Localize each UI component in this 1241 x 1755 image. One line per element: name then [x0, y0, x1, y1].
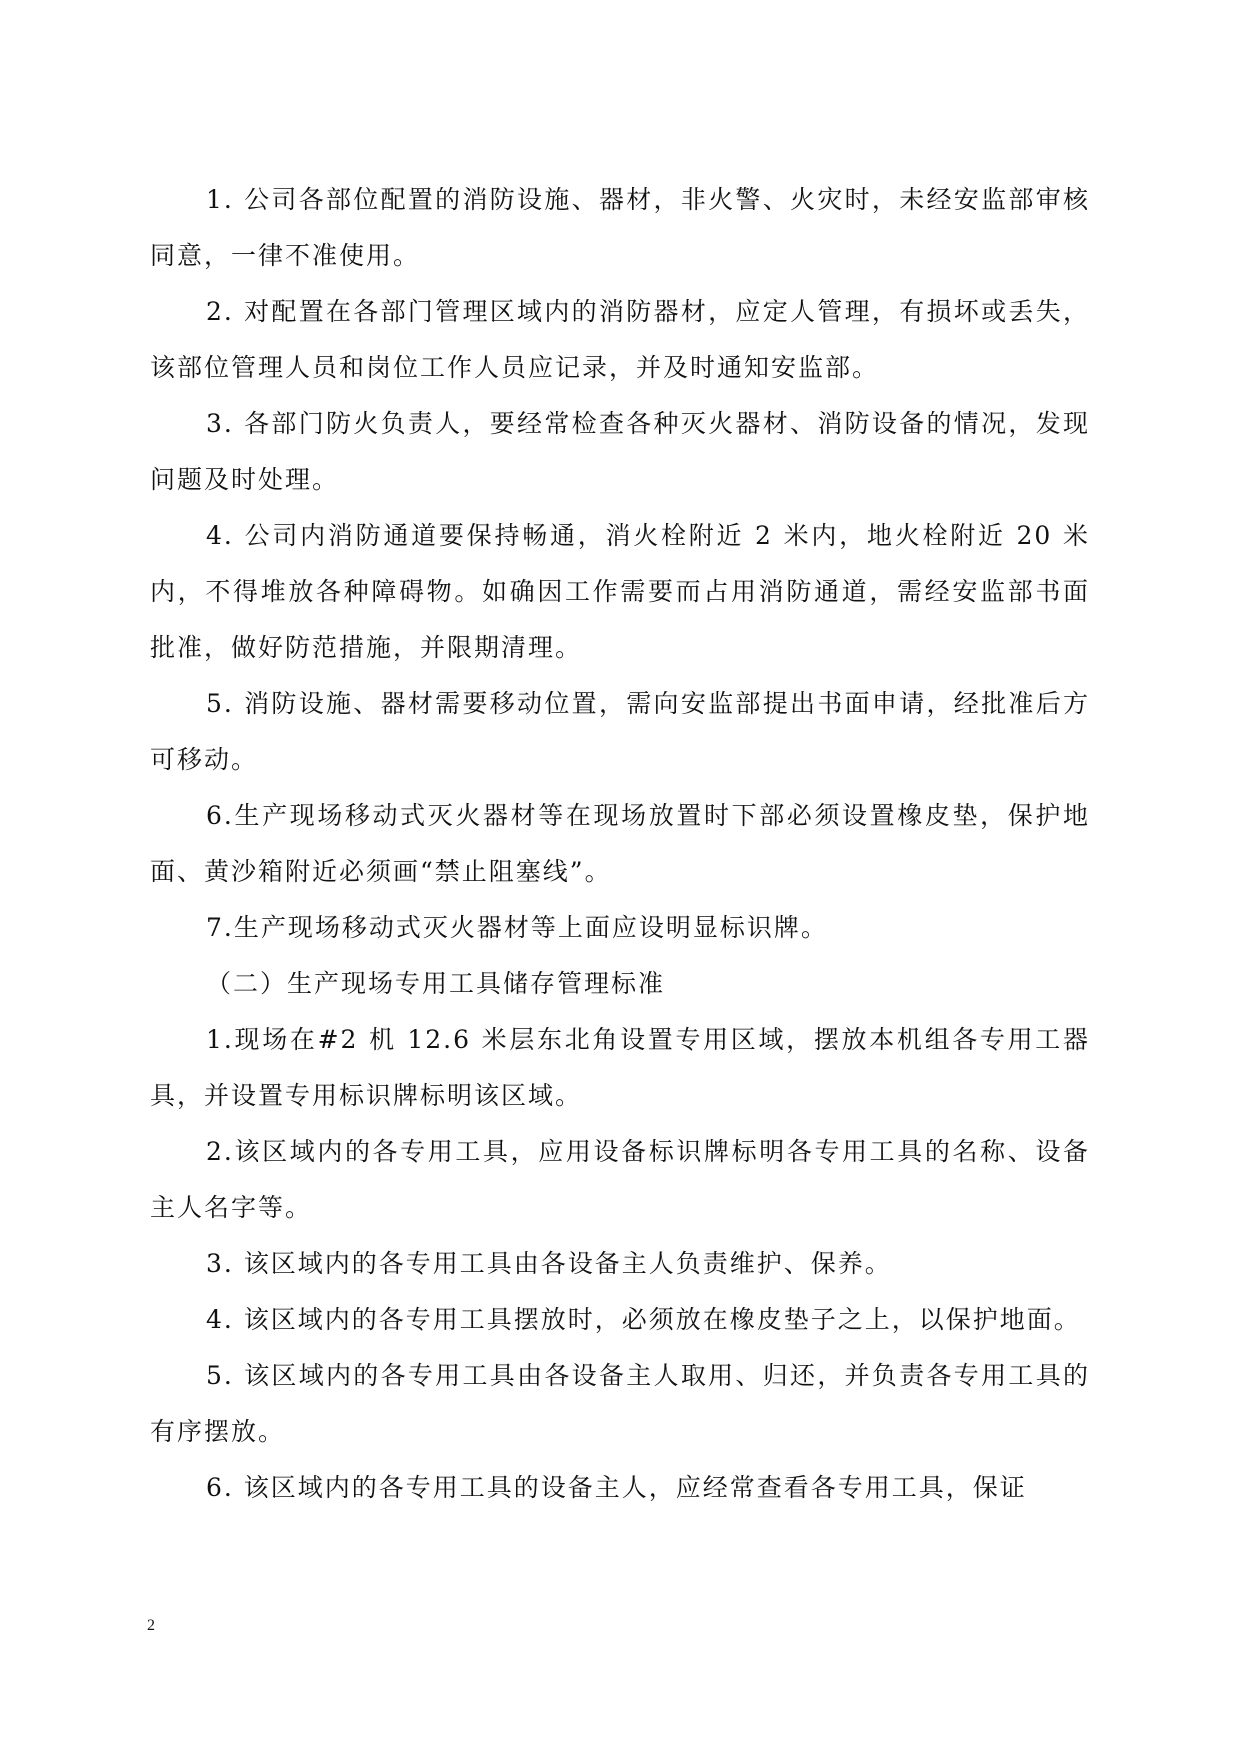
paragraph-fire-equipment-5: 5. 消防设施、器材需要移动位置，需向安监部提出书面申请，经批准后方可移动。	[150, 689, 1090, 774]
paragraph-fire-equipment-7: 7.生产现场移动式灭火器材等上面应设明显标识牌。	[206, 913, 828, 942]
paragraph-special-tools-5: 5. 该区域内的各专用工具由各设备主人取用、归还，并负责各专用工具的有序摆放。	[150, 1361, 1090, 1446]
paragraph-special-tools-1: 1.现场在#2 机 12.6 米层东北角设置专用区域，摆放本机组各专用工器具，并设置专用标识牌标明该区域。	[150, 1025, 1090, 1110]
paragraph-fire-equipment-1: 1. 公司各部位配置的消防设施、器材，非火警、火灾时，未经安监部审核同意，一律不准使用。	[150, 185, 1090, 270]
document-body	[150, 172, 1090, 1516]
paragraph-special-tools-4: 4. 该区域内的各专用工具摆放时，必须放在橡皮垫子之上，以保护地面。	[206, 1305, 1081, 1334]
section-heading-special-tools: （二）生产现场专用工具储存管理标准	[206, 969, 666, 998]
paragraph-special-tools-2: 2.该区域内的各专用工具，应用设备标识牌标明各专用工具的名称、设备主人名字等。	[150, 1137, 1090, 1222]
paragraph-special-tools-6: 6. 该区域内的各专用工具的设备主人，应经常查看各专用工具，保证	[206, 1473, 1027, 1502]
paragraph-special-tools-3: 3. 该区域内的各专用工具由各设备主人负责维护、保养。	[206, 1249, 892, 1278]
paragraph-fire-equipment-2: 2. 对配置在各部门管理区域内的消防器材，应定人管理，有损坏或丢失，该部位管理人员和岗位工作人员应记录，并及时通知安监部。	[150, 297, 1090, 382]
page-number: 2	[147, 1617, 155, 1634]
paragraph-fire-equipment-6: 6.生产现场移动式灭火器材等在现场放置时下部必须设置橡皮垫，保护地面、黄沙箱附近必须画“禁止阻塞线”。	[150, 801, 1090, 886]
paragraph-fire-equipment-4: 4. 公司内消防通道要保持畅通，消火栓附近 2 米内，地火栓附近 20 米内，不得堆放各种障碍物。如确因工作需要而占用消防通道，需经安监部书面批准，做好防范措施，并限期清理。	[150, 521, 1090, 662]
paragraph-fire-equipment-3: 3. 各部门防火负责人，要经常检查各种灭火器材、消防设备的情况，发现问题及时处理。	[150, 409, 1090, 494]
